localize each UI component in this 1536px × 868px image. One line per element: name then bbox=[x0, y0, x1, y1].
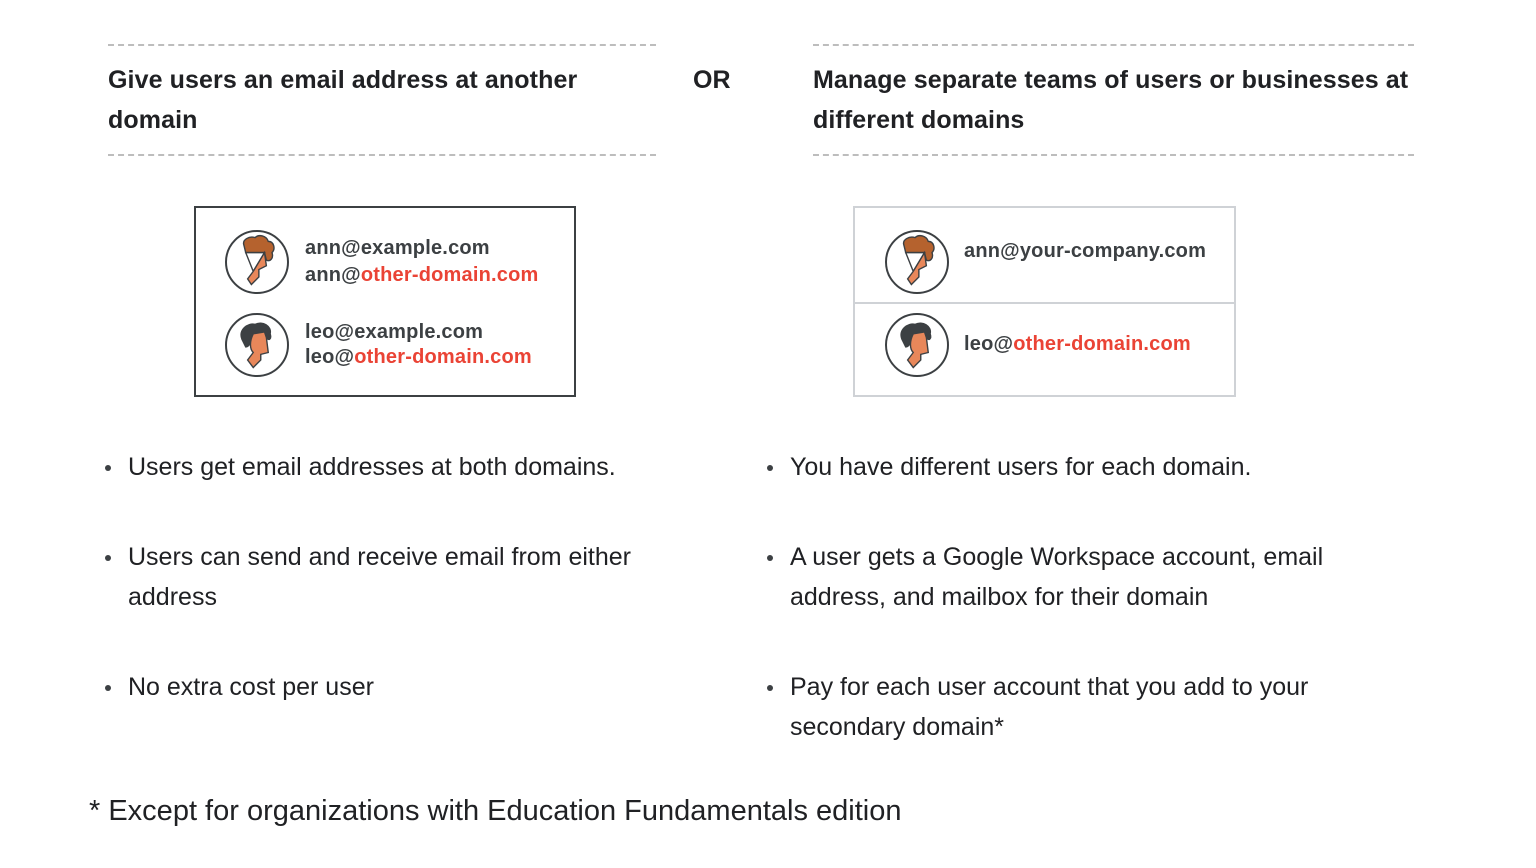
footnote: * Except for organizations with Education Fundamentals edition bbox=[89, 795, 902, 827]
bullet-item: A user gets a Google Workspace account, email address, and mailbox for their domain bbox=[767, 537, 1407, 617]
woman-avatar-icon bbox=[885, 230, 949, 294]
or-connector: OR bbox=[693, 66, 731, 94]
man-avatar-icon bbox=[885, 313, 949, 377]
bullet-item: No extra cost per user bbox=[105, 667, 705, 707]
bullet-item: Users get email addresses at both domains. bbox=[105, 447, 705, 487]
left-users-card bbox=[194, 206, 576, 397]
email-address: ann@other-domain.com bbox=[305, 264, 539, 286]
bullet-item: Users can send and receive email from either address bbox=[105, 537, 705, 617]
left-option-heading: Give users an email address at another domain bbox=[108, 66, 578, 134]
dashed-divider bbox=[108, 44, 656, 46]
dashed-divider bbox=[813, 154, 1414, 156]
dashed-divider bbox=[813, 44, 1414, 46]
man-avatar-icon bbox=[225, 313, 289, 377]
woman-avatar-icon bbox=[225, 230, 289, 294]
email-address: ann@example.com bbox=[305, 237, 490, 259]
email-address: ann@your-company.com bbox=[964, 240, 1207, 262]
right-users-card bbox=[853, 206, 1236, 397]
email-address: leo@other-domain.com bbox=[964, 333, 1191, 355]
card-row-divider bbox=[855, 302, 1234, 304]
bullet-item: You have different users for each domain. bbox=[767, 447, 1407, 487]
bullet-item: Pay for each user account that you add to your secondary domain* bbox=[767, 667, 1407, 747]
right-option-heading: Manage separate teams of users or businesses at different domains bbox=[813, 66, 1409, 134]
email-address: leo@other-domain.com bbox=[305, 346, 532, 368]
right-option-bullets bbox=[767, 447, 1407, 797]
email-address: leo@example.com bbox=[305, 321, 484, 343]
left-option-bullets bbox=[105, 447, 705, 757]
dashed-divider bbox=[108, 154, 656, 156]
